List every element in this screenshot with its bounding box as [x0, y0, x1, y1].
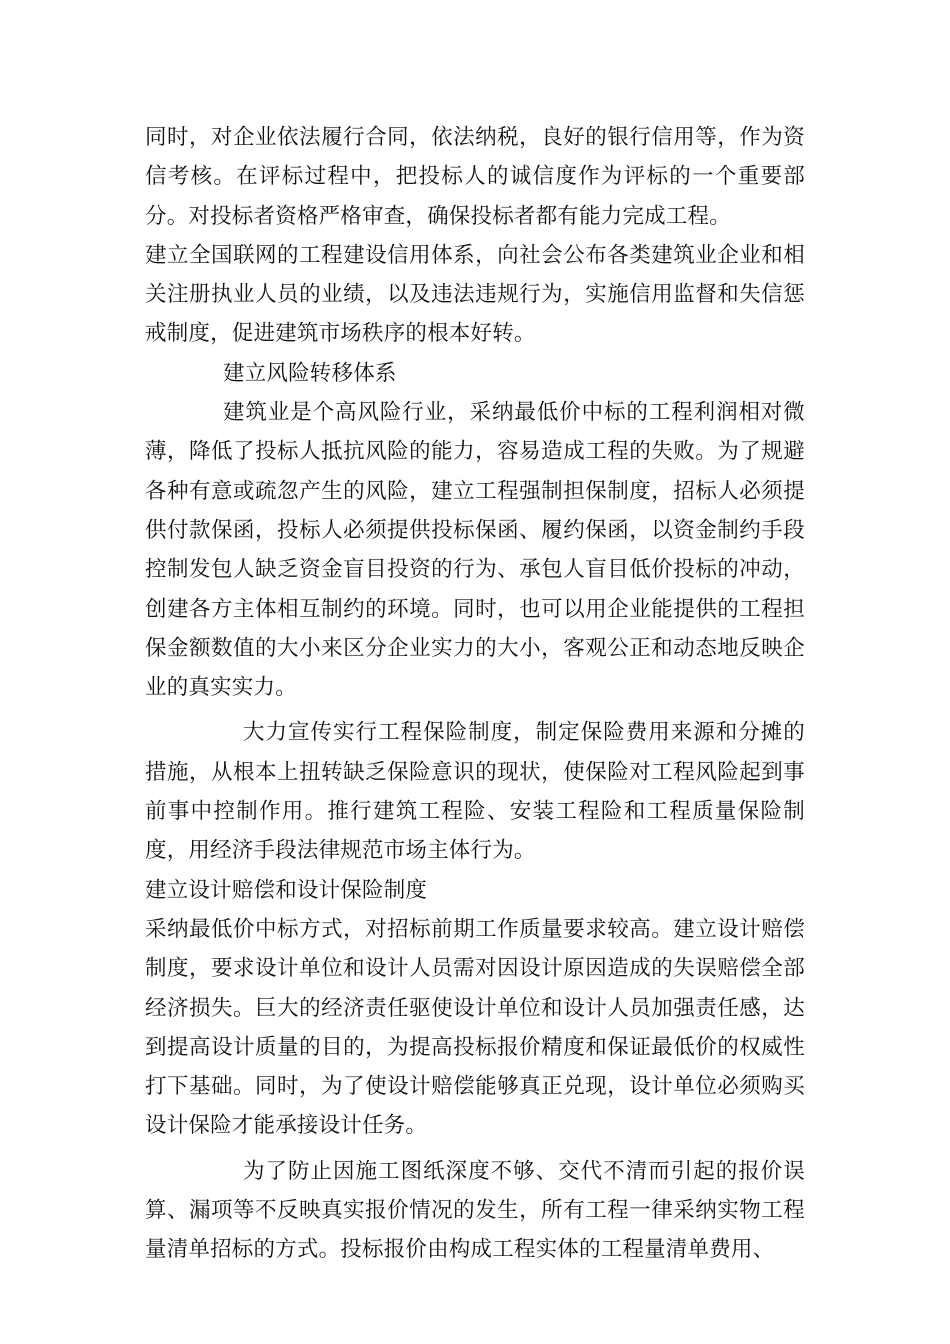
- heading-design-compensation: 建立设计赔偿和设计保险制度: [145, 877, 428, 903]
- heading-risk-transfer: 建立风险转移体系: [223, 360, 397, 386]
- paragraph-bill-of-quantities: 为了防止因施工图纸深度不够、交代不清而引起的报价误算、漏项等不反映真实报价情况的发生，所有工程一律采纳实物工程量清单招标的方式。投标报价由构成工程实体的工程量清单费用、: [145, 1158, 805, 1263]
- paragraph-credit-system: 建立全国联网的工程建设信用体系，向社会公布各类建筑业企业和相关注册执业人员的业绩，以及违法违规行为，实施信用监督和失信惩戒制度，促进建筑市场秩序的根本好转。: [145, 242, 805, 347]
- document-body: [145, 118, 805, 1270]
- paragraph-insurance: 大力宣传实行工程保险制度，制定保险费用来源和分摊的措施，从根本上扭转缺乏保险意识的现状，使保险对工程风险起到事前事中控制作用。推行建筑工程险、安装工程险和工程质量保险制度，用经济手段法律规范市场主体行为。: [145, 720, 805, 864]
- paragraph-design-compensation: 采纳最低价中标方式，对招标前期工作质量要求较高。建立设计赔偿制度，要求设计单位和设计人员需对因设计原因造成的失误赔偿全部经济损失。巨大的经济责任驱使设计单位和设计人员加强责任感，达到提高设计质量的目的，为提高投标报价精度和保证最低价的权威性打下基础。同时，为了使设计赔偿能够真正兑现，设计单位必须购买设计保险才能承接设计任务。: [145, 916, 805, 1139]
- paragraph-credit-assessment: 同时，对企业依法履行合同，依法纳税，良好的银行信用等，作为资信考核。在评标过程中，把投标人的诚信度作为评标的一个重要部分。对投标者资格严格审查，确保投标者都有能力完成工程。: [145, 125, 805, 229]
- paragraph-risk-guarantee: 建筑业是个高风险行业，采纳最低价中标的工程利润相对微薄，降低了投标人抵抗风险的能力，容易造成工程的失败。为了规避各种有意或疏忽产生的风险，建立工程强制担保制度，招标人必须提供付款保函，投标人必须提供投标保函、履约保函，以资金制约手段控制发包人缺乏资金盲目投资的行为、承包人盲目低价投标的冲动，创建各方主体相互制约的环境。同时，也可以用企业能提供的工程担保金额数值的大小来区分企业实力的大小，客观公正和动态地反映企业的真实实力。: [145, 400, 805, 701]
